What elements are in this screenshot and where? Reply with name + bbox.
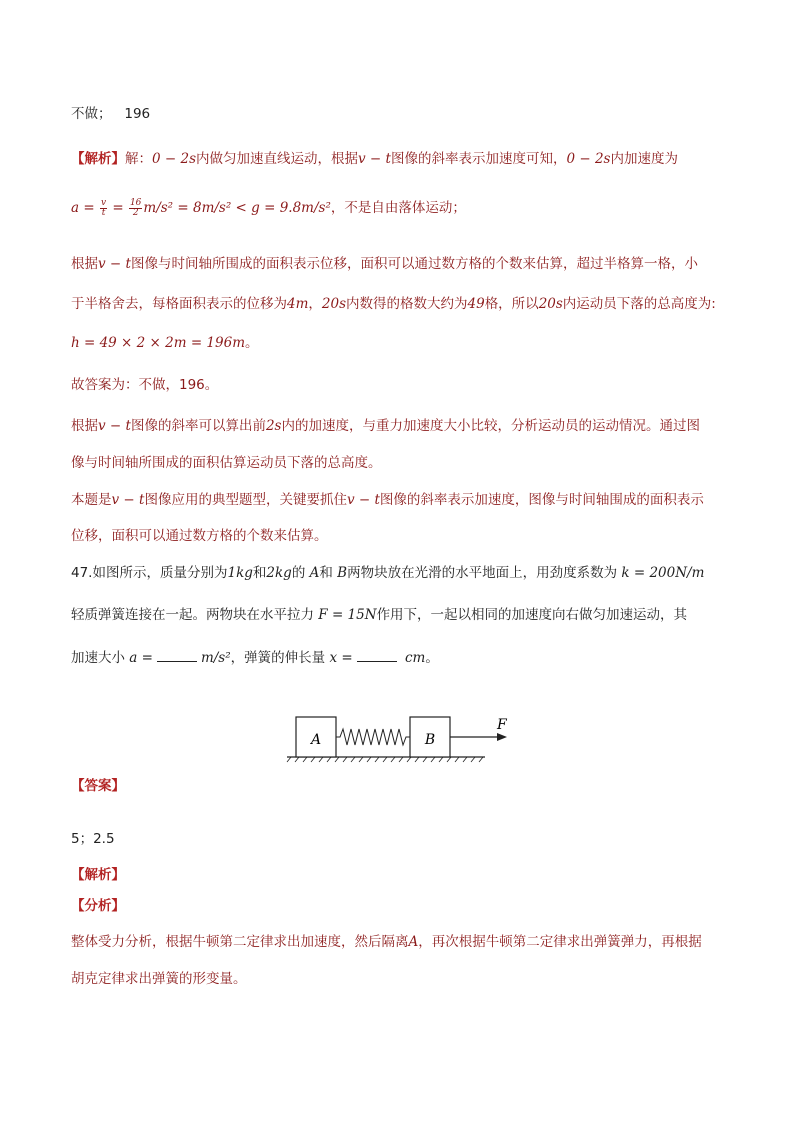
text-run: 和 <box>319 565 333 581</box>
math-term: v − t <box>98 256 131 272</box>
math-term: F = 15N <box>318 607 377 623</box>
conclusion-line <box>71 375 218 395</box>
math-term: 4m <box>287 296 309 312</box>
math-term: m/s² = 8m/s² < g = 9.8m/s² <box>143 200 331 216</box>
question-47-line-1 <box>71 563 704 583</box>
force-label: F <box>497 717 507 733</box>
comment-paragraph-1 <box>71 416 700 436</box>
math-term: a = <box>71 200 95 216</box>
math-term: v − t <box>98 418 131 434</box>
text-run: 内数得的格数大约为 <box>346 296 468 312</box>
comment-paragraph-2b <box>71 526 328 546</box>
text-run: 图像的斜率可以算出前 <box>130 418 266 434</box>
analysis-paragraph-2 <box>71 254 698 274</box>
height-formula-line <box>71 333 259 353</box>
text-run: 轻质弹簧连接在一起。两物块在水平拉力 <box>71 607 314 623</box>
math-term: 1kg <box>227 565 253 581</box>
numerator: 16 <box>129 197 142 208</box>
text-run: ，再次根据牛顿第二定律求出弹簧弹力，再根据 <box>418 934 702 950</box>
math-term: 0 − 2s <box>566 151 611 167</box>
comment-paragraph-1b <box>71 453 382 473</box>
text-run: 内运动员下落的总高度为: <box>562 296 716 312</box>
text-run: 内做匀加速直线运动，根据 <box>196 151 359 167</box>
analysis-summary-line-1 <box>71 932 702 952</box>
math-term: 2kg <box>266 565 292 581</box>
math-term: m/s² <box>200 650 231 666</box>
text-run: 故答案为：不做，196。 <box>71 377 219 393</box>
math-term: A <box>309 565 320 581</box>
analysis-tag: 【解析】 <box>71 151 125 167</box>
comment-paragraph-2 <box>71 490 704 510</box>
denominator: 2 <box>132 207 139 218</box>
text-run: 加速大小 <box>71 650 125 666</box>
math-term: a = <box>129 650 153 666</box>
fraction-16-2 <box>129 199 142 218</box>
question-47-line-3 <box>71 648 439 668</box>
block-b-label: B <box>424 732 436 748</box>
prev-answer-line <box>71 104 150 124</box>
answer-heading <box>71 776 125 796</box>
text-run: 像与时间轴所围成的面积估算运动员下落的总高度。 <box>71 455 382 471</box>
ground-hatching <box>287 757 483 762</box>
analysis-paragraph-1 <box>71 149 678 169</box>
math-term: B <box>337 565 348 581</box>
fenxi-heading <box>71 896 125 916</box>
text-run: 整体受力分析，根据牛顿第二定律求出加速度，然后隔离 <box>71 934 409 950</box>
math-term: h = 49 × 2 × 2m = 196m <box>71 335 245 351</box>
text-run: 两物块放在光滑的水平地面上，用劲度系数为 <box>347 565 618 581</box>
answer-value-line <box>71 829 115 849</box>
answer-value: 196 <box>124 106 151 122</box>
text-run: 47.如图所示，质量分别为 <box>71 565 228 581</box>
numerator: v <box>100 197 107 208</box>
math-term: v − t <box>346 492 380 508</box>
denominator: t <box>101 207 106 218</box>
answer-blank-a[interactable] <box>157 649 197 662</box>
question-47-line-2 <box>71 605 687 625</box>
math-term: 20s <box>321 296 346 312</box>
analysis-paragraph-2b <box>71 294 716 314</box>
math-term: cm <box>404 650 426 666</box>
math-term: v − t <box>358 151 391 167</box>
text-run: 的 <box>291 565 306 581</box>
text-run: 作用下，一起以相同的加速度向右做匀加速运动，其 <box>376 607 688 623</box>
text-run: 位移，面积可以通过数方格的个数来估算。 <box>71 528 328 544</box>
math-term: v − t <box>111 492 145 508</box>
text-run: ，弹簧的伸长量 <box>230 650 326 666</box>
text-run: 根据 <box>71 418 98 434</box>
answer-value: 5；2.5 <box>71 831 115 847</box>
text-run: 图像应用的典型题型，关键要抓住 <box>144 492 347 508</box>
text-run: 。 <box>425 650 439 666</box>
math-term: 20s <box>538 296 563 312</box>
text-run: 和 <box>252 565 267 581</box>
analysis-tag: 【解析】 <box>71 867 125 883</box>
lead-text: 解： <box>125 151 152 167</box>
spring <box>336 729 410 745</box>
answer-tag: 【答案】 <box>71 778 125 794</box>
text-run: 内的加速度，与重力加速度大小比较，分析运动员的运动情况。通过图 <box>281 418 700 434</box>
answer-text: 不做； <box>71 106 112 122</box>
math-term: A <box>408 934 419 950</box>
text-run: 根据 <box>71 256 98 272</box>
math-term: x = <box>329 650 353 666</box>
math-term: 0 − 2s <box>152 151 197 167</box>
text-run: 图像的斜率表示加速度，图像与时间轴围成的面积表示 <box>379 492 704 508</box>
analysis-heading <box>71 865 125 885</box>
text-run: 格，所以 <box>484 296 539 312</box>
block-a-label: A <box>310 732 322 748</box>
acceleration-formula-line <box>71 198 466 218</box>
text-run: 内加速度为 <box>610 151 678 167</box>
text-run: ， <box>308 296 322 312</box>
answer-blank-x[interactable] <box>357 649 397 662</box>
math-term: 49 <box>467 296 485 312</box>
text-run: 本题是 <box>71 492 112 508</box>
text-run: ，不是自由落体运动； <box>330 200 466 216</box>
analysis-summary-line-2 <box>71 969 247 989</box>
math-term: 2s <box>265 418 282 434</box>
text-run: 胡克定律求出弹簧的形变量。 <box>71 971 247 987</box>
fenxi-tag: 【分析】 <box>71 898 125 914</box>
text-run: 图像与时间轴所围成的面积表示位移，面积可以通过数方格的个数来估算，超过半格算一格，小 <box>130 256 698 272</box>
spring-blocks-figure <box>285 712 525 772</box>
text-run: 于半格舍去，每格面积表示的位移为 <box>71 296 287 312</box>
fraction-v-t <box>100 199 107 218</box>
force-arrow-head <box>497 733 507 741</box>
text-run: 。 <box>245 335 259 351</box>
text-run: 图像的斜率表示加速度可知， <box>390 151 567 167</box>
math-term: = <box>108 200 128 216</box>
math-term: k = 200N/m <box>621 565 705 581</box>
